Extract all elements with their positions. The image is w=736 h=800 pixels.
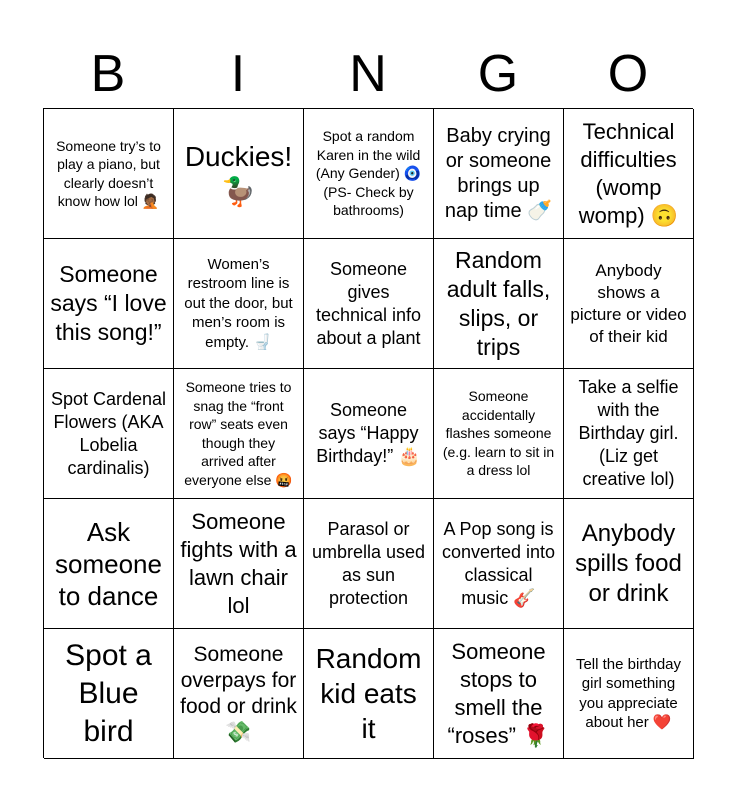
header-letter-b: B [90, 45, 126, 103]
bingo-cell-text: Spot a Blue bird [65, 638, 152, 748]
bingo-cell-text: Someone stops to smell the “roses” 🌹 [447, 638, 550, 748]
bingo-cell-r3c4[interactable] [434, 369, 564, 499]
bingo-cell-r4c3[interactable] [304, 499, 434, 629]
bingo-cell-r1c1[interactable] [44, 109, 174, 239]
bingo-cell-text: Technical difficulties (womp womp) 🙃 [578, 118, 679, 228]
bingo-cell-text: Take a selfie with the Birthday girl. (Liz get creative lol) [578, 377, 679, 489]
bingo-cell-r4c1[interactable] [44, 499, 174, 629]
bingo-cell-r5c2[interactable] [174, 629, 304, 759]
header-letter-o: O [607, 45, 649, 103]
bingo-cell-text: Anybody spills food or drink [575, 519, 682, 607]
bingo-header [43, 40, 693, 108]
bingo-cell-text: Someone try’s to play a piano, but clearly doesn’t know how lol 🤦🏾 [56, 137, 161, 209]
bingo-cell-text: Someone gives technical info about a plant [315, 258, 422, 348]
bingo-cell-r2c4[interactable] [434, 239, 564, 369]
bingo-cell-r3c3[interactable] [304, 369, 434, 499]
bingo-cell-text: Duckies! 🦆 [184, 140, 293, 207]
bingo-cell-text: Tell the birthday girl something you appreciate about her ❤️ [575, 655, 682, 731]
bingo-cell-r2c5[interactable] [564, 239, 694, 369]
bingo-cell-text: Parasol or umbrella used as sun protection [311, 518, 426, 608]
bingo-cell-text: Someone tries to snag the “front row” seats even though they arrived after everyone else 🤬 [184, 379, 293, 488]
bingo-cell-text: Someone overpays for food or drink 💸 [180, 642, 297, 744]
bingo-cell-text: Baby crying or someone brings up nap time 🍼 [444, 124, 553, 222]
bingo-cell-r3c5[interactable] [564, 369, 694, 499]
header-letter-i: I [230, 45, 246, 103]
bingo-cell-text: Random adult falls, slips, or trips [446, 246, 551, 360]
bingo-cell-text: Random kid eats it [315, 643, 422, 744]
bingo-cell-text: Anybody shows a picture or video of their kid [570, 260, 687, 346]
bingo-cell-text: Someone accidentally flashes someone (e.g. learn to sit in a dress lol [442, 388, 555, 479]
bingo-cell-r2c3[interactable] [304, 239, 434, 369]
bingo-cell-r1c2[interactable] [174, 109, 304, 239]
bingo-cell-r5c1[interactable] [44, 629, 174, 759]
bingo-cell-text: Ask someone to dance [55, 516, 162, 611]
bingo-cell-r2c1[interactable] [44, 239, 174, 369]
bingo-cell-r4c4[interactable] [434, 499, 564, 629]
bingo-cell-r1c5[interactable] [564, 109, 694, 239]
bingo-cell-r1c4[interactable] [434, 109, 564, 239]
bingo-cell-text: Women’s restroom line is out the door, but men’s room is empty. 🚽 [184, 255, 293, 351]
bingo-cell-text: A Pop song is converted into classical music 🎸 [441, 518, 556, 608]
header-letter-n: N [349, 45, 387, 103]
bingo-cell-r1c3[interactable] [304, 109, 434, 239]
bingo-cell-text: Spot Cardenal Flowers (AKA Lobelia cardinalis) [50, 388, 167, 478]
bingo-cell-r3c2[interactable] [174, 369, 304, 499]
bingo-cell-text: Someone fights with a lawn chair lol [180, 508, 297, 618]
bingo-cell-r5c5[interactable] [564, 629, 694, 759]
bingo-cell-r3c1[interactable] [44, 369, 174, 499]
bingo-cell-text: Spot a random Karen in the wild (Any Gender) 🧿 (PS- Check by bathrooms) [315, 128, 422, 219]
bingo-cell-r4c2[interactable] [174, 499, 304, 629]
bingo-cell-text: Someone says “I love this song!” [50, 261, 167, 345]
bingo-cell-r2c2[interactable] [174, 239, 304, 369]
bingo-cell-r5c4[interactable] [434, 629, 564, 759]
bingo-cell-text: Someone says “Happy Birthday!” 🎂 [316, 400, 421, 466]
bingo-card [43, 108, 693, 758]
bingo-cell-r5c3[interactable] [304, 629, 434, 759]
header-letter-g: G [477, 45, 519, 103]
bingo-cell-r4c5[interactable] [564, 499, 694, 629]
